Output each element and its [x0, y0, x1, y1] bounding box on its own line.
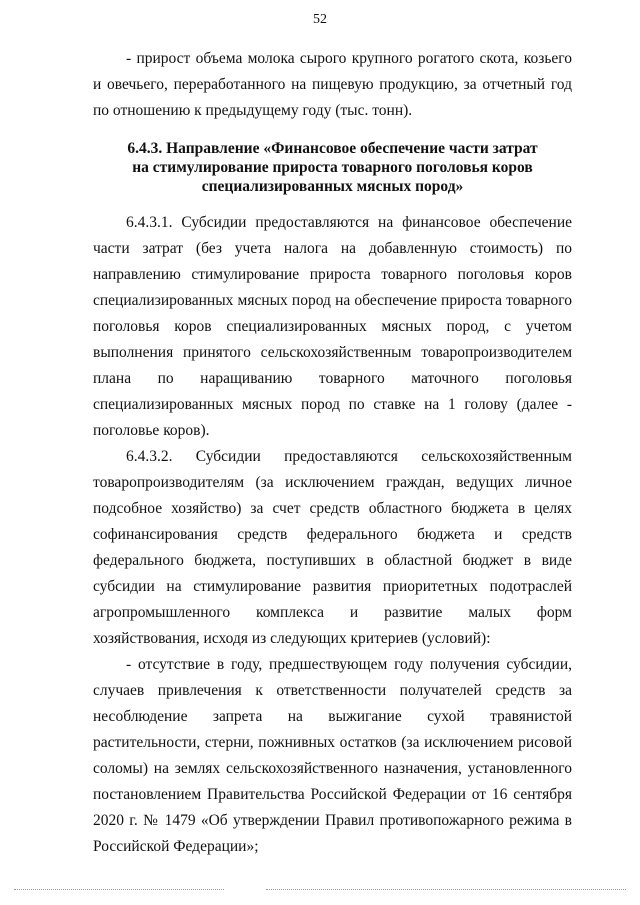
heading-line-1: 6.4.3. Направление «Финансовое обеспечение части затрат: [127, 140, 538, 157]
document-body: [93, 46, 572, 860]
section-heading: [93, 139, 572, 196]
paragraph-milk-growth: - прирост объема молока сырого крупного рогатого скота, козьего и овечьего, переработанного на пищевую продукцию, за отчетный год по отношению к предыдущему году (тыс. тонн).: [93, 50, 572, 119]
footer-rule-left: [14, 889, 224, 891]
paragraph-criteria-fire: - отсутствие в году, предшествующем году получения субсидии, случаев привлечения к ответственности получателей средств за несоблюдение запрета на выжигание сухой травянистой растительности, стерни, пожнивных остатков (за исключением рисовой соломы) на землях сельскохозяйственного назначения, установленного постановлением Правительства Российской Федерации от 16 сентября 2020 г. № 1479 «Об утверждении Правил противопожарного режима в Российской Федерации»;: [93, 656, 572, 855]
page-number: 52: [313, 12, 327, 27]
heading-line-2: на стимулирование прироста товарного поголовья коров: [132, 159, 533, 176]
page-footer: [14, 887, 626, 893]
footer-rule-right: [266, 889, 626, 891]
paragraph-6-4-3-1: 6.4.3.1. Субсидии предоставляются на финансовое обеспечение части затрат (без учета налога на добавленную стоимость) по направлению стимулирование прироста товарного поголовья коров специализированных мясных пород на обеспечение прироста товарного поголовья коров специализированных мясных пород, с учетом выполнения принятого сельскохозяйственным товаропроизводителем плана по наращиванию товарного маточного поголовья специализированных мясных пород по ставке на 1 голову (далее - поголовье коров).: [93, 214, 572, 439]
paragraph-6-4-3-2: 6.4.3.2. Субсидии предоставляются сельскохозяйственным товаропроизводителям (за исключением граждан, ведущих личное подсобное хозяйство) за счет средств областного бюджета в целях софинансирования средств федерального бюджета и средств федерального бюджета, поступивших в областной бюджет в виде субсидии на стимулирование развития приоритетных подотраслей агропромышленного комплекса и развитие малых форм хозяйствования, исходя из следующих критериев (условий):: [93, 448, 572, 647]
heading-line-3: специализированных мясных пород»: [201, 178, 464, 195]
